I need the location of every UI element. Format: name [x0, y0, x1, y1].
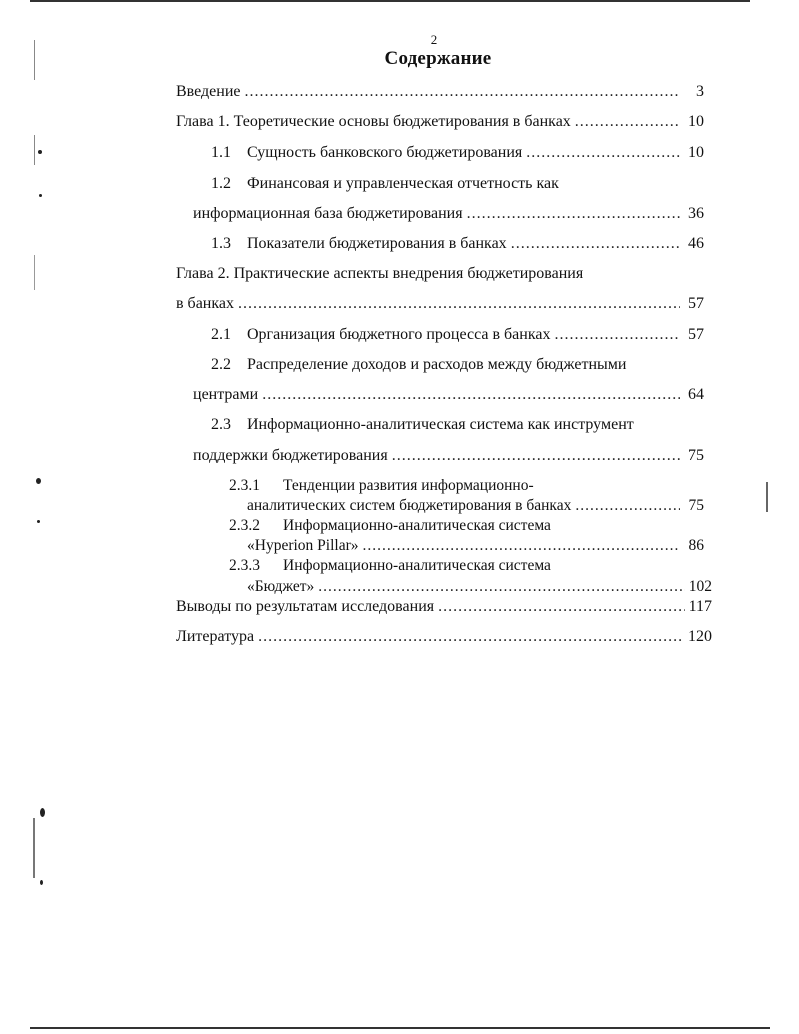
leader-dots: [467, 205, 680, 223]
leader-dots: [238, 295, 680, 313]
leader-dots: [554, 326, 680, 344]
leader-dots: [575, 497, 680, 515]
toc-entry-2-2-line1: [211, 356, 626, 374]
page-number: 2: [430, 32, 438, 47]
toc-entry-text: Организация бюджетного процесса в банках: [247, 326, 551, 343]
toc-entry-page: 117: [688, 598, 712, 615]
toc-entry-number: 2.2: [211, 356, 231, 373]
toc-entry-chapter-1: [176, 113, 704, 131]
toc-entry-page: 46: [688, 235, 704, 252]
toc-entry-text-line1: Информационно-аналитическая система: [283, 517, 551, 534]
toc-entry-1-2-line1: [211, 175, 559, 193]
leader-dots: [363, 537, 681, 555]
page-title: Содержание: [384, 48, 492, 69]
toc-entry-text: Литература: [176, 628, 255, 645]
toc-entry-text: Выводы по результатам исследования: [176, 598, 435, 615]
leader-dots: [258, 628, 684, 646]
leader-dots: [575, 113, 680, 131]
toc-entry-page: 120: [688, 628, 712, 645]
toc-entry-text: «Hyperion Pillar»: [247, 537, 359, 554]
toc-entry-page: 36: [688, 205, 704, 222]
toc-entry-page: 102: [688, 578, 712, 595]
toc-entry-text: в банках: [176, 295, 234, 312]
toc-entry-text-line1: Информационно-аналитическая система: [283, 557, 551, 574]
toc-entry-2-2: [193, 386, 704, 404]
leader-dots: [245, 83, 681, 101]
toc-entry-2-3: [193, 447, 704, 465]
toc-entry-text: Сущность банковского бюджетирования: [247, 144, 523, 161]
toc-entry-2-3-2: [247, 537, 704, 555]
toc-entry-text: поддержки бюджетирования: [193, 447, 388, 464]
leader-dots: [438, 598, 684, 616]
toc-entry-page: 10: [688, 144, 704, 161]
toc-entry-page: 3: [696, 83, 704, 100]
toc-entry-text: «Бюджет»: [247, 578, 315, 595]
toc-entry-text: Показатели бюджетирования в банках: [247, 235, 507, 252]
leader-dots: [318, 578, 685, 596]
toc-entry-number: 2.3.2: [229, 517, 260, 534]
toc-entry-text-line1: Тенденции развития информационно-: [283, 477, 534, 494]
toc-entry-page: 57: [688, 326, 704, 343]
toc-entry-page: 86: [688, 537, 704, 554]
toc-entry-number: 2.3.1: [229, 477, 260, 494]
toc-entry-page: 57: [688, 295, 704, 312]
toc-entry-page: 64: [688, 386, 704, 403]
toc-entry-text-line1: Финансовая и управленческая отчетность как: [247, 175, 559, 192]
toc-entry-2-3-2-line1: [229, 517, 551, 535]
leader-dots: [526, 144, 680, 162]
toc-entry-number: 1.3: [211, 235, 231, 252]
toc-entry-text: Глава 1. Теоретические основы бюджетирования в банках: [176, 113, 571, 130]
toc-entry-1-2: [193, 205, 704, 223]
toc-entry-number: 2.3.3: [229, 557, 260, 574]
toc-entry-number: 2.1: [211, 326, 231, 343]
toc-entry-2-3-1-line1: [229, 477, 534, 495]
toc-entry-chapter-2: [176, 295, 704, 313]
leader-dots: [392, 447, 680, 465]
toc-entry-conclusions: [176, 598, 712, 616]
toc-entry-text: аналитических систем бюджетирования в банках: [247, 497, 572, 514]
toc-entry-text-line1: Информационно-аналитическая система как инструмент: [247, 416, 634, 433]
toc-entry-text: информационная база бюджетирования: [193, 205, 463, 222]
toc-entry-page: 75: [688, 447, 704, 464]
toc-entry-2-3-3-line1: [229, 557, 551, 575]
toc-entry-chapter-2-line1: Глава 2. Практические аспекты внедрения бюджетирования: [176, 265, 584, 282]
toc-entry-number: 1.1: [211, 144, 231, 161]
toc-entry-introduction: [176, 83, 704, 101]
toc-entry-1-1: [211, 144, 704, 162]
toc-entry-number: 2.3: [211, 416, 231, 433]
toc-entry-2-3-line1: [211, 416, 634, 434]
toc-entry-references: [176, 628, 712, 646]
toc-entry-2-3-1: [247, 497, 704, 515]
toc-entry-number: 1.2: [211, 175, 231, 192]
toc-entry-text: Введение: [176, 83, 241, 100]
leader-dots: [511, 235, 680, 253]
toc-entry-text-line1: Распределение доходов и расходов между бюджетными: [247, 356, 627, 373]
toc-entry-1-3: [211, 235, 704, 253]
leader-dots: [262, 386, 680, 404]
toc-entry-page: 75: [688, 497, 704, 514]
toc-entry-2-1: [211, 326, 704, 344]
toc-entry-2-3-3: [247, 578, 712, 596]
toc-entry-text: центрами: [193, 386, 259, 403]
toc-entry-page: 10: [688, 113, 704, 130]
